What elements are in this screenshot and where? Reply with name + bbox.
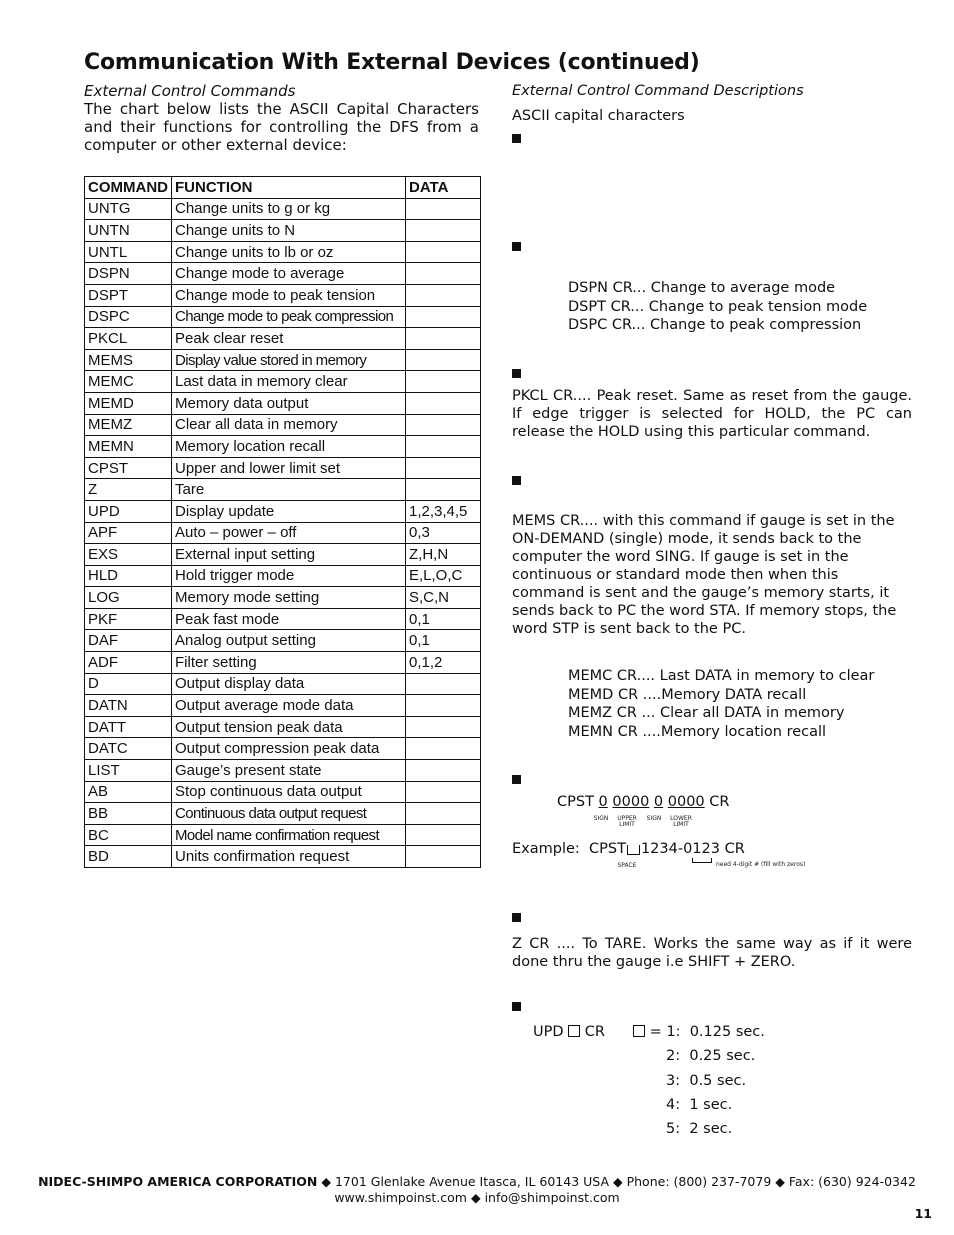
upd-value: 2 sec. <box>689 1121 733 1137</box>
command-cell: CPST <box>85 457 172 479</box>
command-cell: DSPN <box>85 263 172 285</box>
function-cell: Output display data <box>172 673 406 695</box>
page-title: Communication With External Devices (continued) <box>84 50 700 75</box>
footer <box>0 1174 954 1206</box>
data-cell <box>406 220 481 242</box>
command-cell: MEMD <box>85 392 172 414</box>
bullet-icon <box>512 134 521 143</box>
table-row <box>85 673 481 695</box>
table-row <box>85 371 481 393</box>
function-cell: Units confirmation request <box>172 846 406 868</box>
table-row <box>85 263 481 285</box>
function-cell: Change mode to peak compression <box>172 306 406 328</box>
command-cell: BD <box>85 846 172 868</box>
upd-value: 0.125 sec. <box>689 1024 765 1040</box>
function-cell: Tare <box>172 479 406 501</box>
upd-option-5 <box>666 1121 732 1137</box>
data-cell: S,C,N <box>406 587 481 609</box>
table-row <box>85 392 481 414</box>
table-row <box>85 220 481 242</box>
pkcl-description: PKCL CR.... Peak reset. Same as reset from the gauge. If edge trigger is selected for HOLD, the PC can release the HOLD using this particular command. <box>512 388 912 440</box>
bullet-icon <box>512 775 521 784</box>
data-cell: E,L,O,C <box>406 565 481 587</box>
example-label: Example: CPST <box>512 841 626 857</box>
data-cell <box>406 328 481 350</box>
bullet-peak-clear <box>512 365 912 383</box>
bullet-limit-set <box>512 771 912 789</box>
upd-value: 0.5 sec. <box>689 1073 747 1089</box>
data-cell <box>406 263 481 285</box>
data-cell <box>406 414 481 436</box>
upd-value: 0.25 sec. <box>689 1048 756 1064</box>
table-row <box>85 565 481 587</box>
dsp-lines <box>568 279 867 335</box>
dsp-line: DSPC CR... Change to peak compression <box>568 317 862 333</box>
table-row <box>85 457 481 479</box>
upd-option-1 <box>633 1024 765 1040</box>
command-table <box>84 176 481 868</box>
table-row <box>85 738 481 760</box>
data-cell <box>406 695 481 717</box>
mem-line: MEMC CR.... Last DATA in memory to clear <box>568 668 875 684</box>
label-need-digits: need 4-digit # (fill with zeros) <box>716 861 806 868</box>
upd-cr: CR <box>584 1024 605 1040</box>
cpst-syntax <box>557 794 729 810</box>
page-number: 11 <box>914 1206 932 1221</box>
function-cell: Output compression peak data <box>172 738 406 760</box>
command-cell: DATT <box>85 716 172 738</box>
command-cell: MEMC <box>85 371 172 393</box>
data-cell <box>406 781 481 803</box>
cpst-lower: 0000 <box>667 794 705 810</box>
cpst-cr: CR <box>704 794 730 810</box>
function-cell: Change units to g or kg <box>172 198 406 220</box>
data-cell: 0,1 <box>406 630 481 652</box>
command-cell: APF <box>85 522 172 544</box>
function-cell: Upper and lower limit set <box>172 457 406 479</box>
upd-option-2 <box>666 1048 755 1064</box>
col-data: DATA <box>406 177 481 199</box>
function-cell: Memory data output <box>172 392 406 414</box>
bullet-memory <box>512 472 912 490</box>
bullet-icon <box>512 913 521 922</box>
data-cell: Z,H,N <box>406 544 481 566</box>
footer-line-1 <box>0 1174 954 1190</box>
function-cell: Peak clear reset <box>172 328 406 350</box>
table-row <box>85 803 481 825</box>
bullet-icon <box>512 1002 521 1011</box>
dsp-line: DSPN CR... Change to average mode <box>568 280 836 296</box>
label-upper-limit: UPPER LIMIT <box>617 815 637 828</box>
bullet-display-mode <box>512 238 912 256</box>
function-cell: Memory mode setting <box>172 587 406 609</box>
data-cell <box>406 241 481 263</box>
mems-description: MEMS CR.... with this command if gauge is set in the ON-DEMAND (single) mode, it sends back to the computer the word SING. If gauge is set in the continuous or standard mode then when this command is sent and the gauge’s memory starts, it sends back to PC the word STA. If memory stops, the word STP is sent back to the PC. <box>512 513 897 637</box>
space-marker-icon <box>627 845 640 855</box>
mem-lines <box>568 667 874 741</box>
data-cell <box>406 392 481 414</box>
data-cell <box>406 479 481 501</box>
function-cell: Hold trigger mode <box>172 565 406 587</box>
descriptions-heading <box>512 82 912 100</box>
function-cell: Change units to lb or oz <box>172 241 406 263</box>
table-header-row <box>85 177 481 199</box>
brace-icon <box>692 858 712 863</box>
table-row <box>85 328 481 350</box>
data-cell <box>406 306 481 328</box>
bullet-icon <box>512 242 521 251</box>
command-cell: Z <box>85 479 172 501</box>
bullet-tare <box>512 909 912 927</box>
data-cell <box>406 371 481 393</box>
upd-syntax <box>533 1024 605 1040</box>
command-cell: MEMZ <box>85 414 172 436</box>
table-row <box>85 241 481 263</box>
upd-option-4 <box>666 1097 732 1113</box>
diamond-icon: ◆ <box>775 1174 785 1189</box>
command-cell: DSPC <box>85 306 172 328</box>
external-control-commands-heading: External Control Commands <box>84 82 296 100</box>
command-cell: UNTG <box>85 198 172 220</box>
footer-phone: Phone: (800) 237-7079 <box>626 1174 772 1189</box>
function-cell: Output average mode data <box>172 695 406 717</box>
function-cell: Model name confirmation request <box>172 824 406 846</box>
data-cell <box>406 760 481 782</box>
command-cell: ADF <box>85 652 172 674</box>
command-cell: DAF <box>85 630 172 652</box>
label-lower-limit: LOWER LIMIT <box>670 815 692 828</box>
command-cell: UNTL <box>85 241 172 263</box>
function-cell: Peak fast mode <box>172 608 406 630</box>
function-cell: Display update <box>172 500 406 522</box>
bullet-icon <box>512 476 521 485</box>
table-row <box>85 587 481 609</box>
table-row <box>85 760 481 782</box>
footer-email-link[interactable]: info@shimpoinst.com <box>484 1190 620 1205</box>
upd-value: 1 sec. <box>689 1097 733 1113</box>
function-cell: Output tension peak data <box>172 716 406 738</box>
command-cell: LOG <box>85 587 172 609</box>
function-cell: Display value stored in memory <box>172 349 406 371</box>
table-row <box>85 608 481 630</box>
cpst-sign1: 0 <box>598 794 608 810</box>
table-row <box>85 652 481 674</box>
command-cell: DATN <box>85 695 172 717</box>
data-cell: 0,1 <box>406 608 481 630</box>
descriptions-heading-text: External Control Command Descriptions <box>512 83 804 99</box>
table-row <box>85 630 481 652</box>
data-cell <box>406 824 481 846</box>
table-row <box>85 414 481 436</box>
upd-eq: = 1: <box>649 1024 681 1040</box>
function-cell: Gauge’s present state <box>172 760 406 782</box>
mem-line: MEMD CR ....Memory DATA recall <box>568 686 807 703</box>
data-cell: 0,1,2 <box>406 652 481 674</box>
example-cr: CR <box>720 841 745 857</box>
function-cell: Change mode to average <box>172 263 406 285</box>
data-cell <box>406 284 481 306</box>
function-cell: Last data in memory clear <box>172 371 406 393</box>
upd-num: 2: <box>666 1048 681 1064</box>
footer-fax: Fax: (630) 924-0342 <box>788 1174 916 1189</box>
footer-web-link[interactable]: www.shimpoinst.com <box>334 1190 467 1205</box>
command-cell: UNTN <box>85 220 172 242</box>
cpst-upper: 0000 <box>612 794 650 810</box>
data-cell: 1,2,3,4,5 <box>406 500 481 522</box>
table-row <box>85 695 481 717</box>
mem-line: MEMN CR ....Memory location recall <box>568 723 827 740</box>
table-row <box>85 198 481 220</box>
data-cell <box>406 436 481 458</box>
data-cell <box>406 803 481 825</box>
table-row <box>85 522 481 544</box>
diamond-icon: ◆ <box>612 1174 623 1189</box>
z-description: Z CR .... To TARE. Works the same way as if it were done thru the gauge i.e SHIFT + ZERO. <box>512 936 912 970</box>
bullet-icon <box>512 369 521 378</box>
label-space: SPACE <box>617 862 637 869</box>
command-cell: BC <box>85 824 172 846</box>
function-cell: Filter setting <box>172 652 406 674</box>
cpst-sign2: 0 <box>653 794 664 810</box>
dsp-line: DSPT CR... Change to peak tension mode <box>568 298 868 315</box>
data-cell <box>406 846 481 868</box>
data-cell <box>406 198 481 220</box>
function-cell: External input setting <box>172 544 406 566</box>
data-cell <box>406 673 481 695</box>
mem-line: MEMZ CR ... Clear all DATA in memory <box>568 705 845 721</box>
upd-option-3 <box>666 1073 746 1089</box>
diamond-icon: ◆ <box>470 1190 481 1205</box>
table-row <box>85 284 481 306</box>
placeholder-box-icon <box>633 1025 645 1037</box>
bullet-update <box>512 998 912 1016</box>
command-cell: DATC <box>85 738 172 760</box>
command-cell: PKF <box>85 608 172 630</box>
footer-line-2 <box>0 1190 954 1206</box>
command-cell: BB <box>85 803 172 825</box>
command-cell: MEMS <box>85 349 172 371</box>
upd-num: 3: <box>666 1073 681 1089</box>
upd-cmd: UPD <box>533 1024 564 1040</box>
col-command: COMMAND <box>85 177 172 199</box>
ascii-label: ASCII capital characters <box>512 108 685 124</box>
footer-address: 1701 Glenlake Avenue Itasca, IL 60143 USA <box>334 1174 609 1189</box>
upd-num: 4: <box>666 1097 681 1113</box>
table-row <box>85 544 481 566</box>
data-cell <box>406 716 481 738</box>
command-cell: MEMN <box>85 436 172 458</box>
intro-paragraph: The chart below lists the ASCII Capital Characters and their functions for controlling the DFS from a computer or other external device: <box>84 100 479 154</box>
function-cell: Analog output setting <box>172 630 406 652</box>
table-row <box>85 349 481 371</box>
table-row <box>85 306 481 328</box>
table-row <box>85 846 481 868</box>
function-cell: Auto – power – off <box>172 522 406 544</box>
data-cell <box>406 457 481 479</box>
command-cell: PKCL <box>85 328 172 350</box>
data-cell <box>406 738 481 760</box>
data-cell <box>406 349 481 371</box>
function-cell: Change mode to peak tension <box>172 284 406 306</box>
command-cell: EXS <box>85 544 172 566</box>
command-cell: UPD <box>85 500 172 522</box>
function-cell: Clear all data in memory <box>172 414 406 436</box>
table-row <box>85 479 481 501</box>
label-sign2: SIGN <box>646 815 662 822</box>
table-row <box>85 781 481 803</box>
command-cell: D <box>85 673 172 695</box>
function-cell: Change units to N <box>172 220 406 242</box>
data-cell: 0,3 <box>406 522 481 544</box>
diamond-icon: ◆ <box>321 1174 331 1189</box>
upd-num: 5: <box>666 1121 681 1137</box>
left-intro <box>84 82 479 154</box>
command-cell: HLD <box>85 565 172 587</box>
col-function: FUNCTION <box>172 177 406 199</box>
table-row <box>85 500 481 522</box>
function-cell: Stop continuous data output <box>172 781 406 803</box>
function-cell: Continuous data output request <box>172 803 406 825</box>
label-sign: SIGN <box>593 815 609 822</box>
command-cell: DSPT <box>85 284 172 306</box>
command-cell: AB <box>85 781 172 803</box>
placeholder-box-icon <box>568 1025 580 1037</box>
command-cell: LIST <box>85 760 172 782</box>
table-row <box>85 824 481 846</box>
table-row <box>85 436 481 458</box>
cpst-example <box>512 841 745 857</box>
function-cell: Memory location recall <box>172 436 406 458</box>
footer-company: NIDEC-SHIMPO AMERICA CORPORATION <box>38 1174 318 1189</box>
example-value2: 123 <box>692 841 720 857</box>
example-value1: 1234-0 <box>640 841 693 857</box>
bullet-units <box>512 130 912 148</box>
cpst-cmd: CPST <box>557 794 599 810</box>
table-row <box>85 716 481 738</box>
